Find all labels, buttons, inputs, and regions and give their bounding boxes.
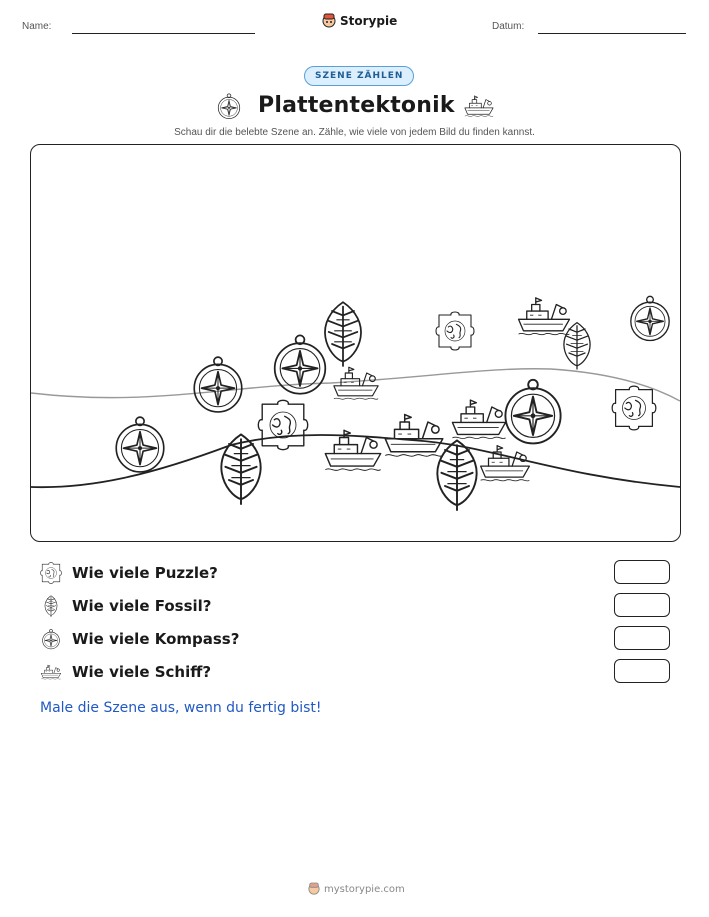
site-url[interactable]: mystorypie.com	[324, 883, 405, 895]
scene-illustration	[31, 145, 680, 541]
question-row-compass	[40, 628, 239, 650]
storypie-mascot-icon	[308, 882, 320, 896]
ship-icon	[452, 400, 505, 438]
brand-logo	[322, 13, 397, 29]
ship-icon	[40, 661, 62, 683]
site-footer	[308, 882, 405, 896]
compass-icon	[194, 357, 242, 412]
answer-box-puzzle[interactable]	[614, 560, 670, 584]
brand-name: Storypie	[340, 14, 398, 28]
ship-icon	[519, 298, 570, 335]
compass-icon	[116, 417, 164, 472]
puzzle-globe-icon	[40, 562, 62, 584]
date-line[interactable]	[538, 33, 686, 34]
name-label: Name:	[22, 21, 52, 32]
compass-icon	[40, 628, 62, 650]
question-text: Wie viele Puzzle?	[72, 564, 218, 582]
puzzle-globe-icon	[612, 386, 656, 430]
ship-icon	[385, 415, 443, 457]
date-label: Datum:	[492, 21, 525, 32]
compass-icon	[505, 380, 560, 444]
ship-icon	[334, 367, 378, 399]
page-title: Plattentektonik	[258, 93, 455, 118]
answer-box-ship[interactable]	[614, 659, 670, 683]
storypie-mascot-icon	[322, 13, 336, 29]
compass-icon	[631, 296, 669, 340]
question-row-fossil	[40, 595, 212, 617]
puzzle-globe-icon	[258, 400, 307, 449]
question-row-puzzle	[40, 562, 218, 584]
question-text: Wie viele Kompass?	[72, 630, 240, 648]
puzzle-globe-icon	[436, 312, 474, 350]
compass-icon	[215, 92, 243, 120]
fossil-leaf-icon	[40, 595, 62, 617]
question-row-ship	[40, 661, 211, 683]
name-line[interactable]	[72, 33, 255, 34]
question-text: Wie viele Schiff?	[72, 663, 212, 681]
fossil-leaf-icon	[221, 434, 260, 504]
ship-icon	[463, 92, 495, 120]
instructions: Schau dir die belebte Szene an. Zähle, wie viele von jedem Bild du finden kannst.	[174, 127, 535, 138]
fossil-leaf-icon	[437, 440, 476, 510]
answer-box-compass[interactable]	[614, 626, 670, 650]
answer-box-fossil[interactable]	[614, 593, 670, 617]
question-text: Wie viele Fossil?	[72, 597, 212, 615]
fossil-leaf-icon	[564, 323, 590, 369]
counting-scene	[30, 144, 681, 542]
activity-badge: SZENE ZÄHLEN	[304, 66, 414, 86]
coloring-instruction: Male die Szene aus, wenn du fertig bist!	[40, 700, 322, 716]
fossil-leaf-icon	[325, 302, 361, 366]
